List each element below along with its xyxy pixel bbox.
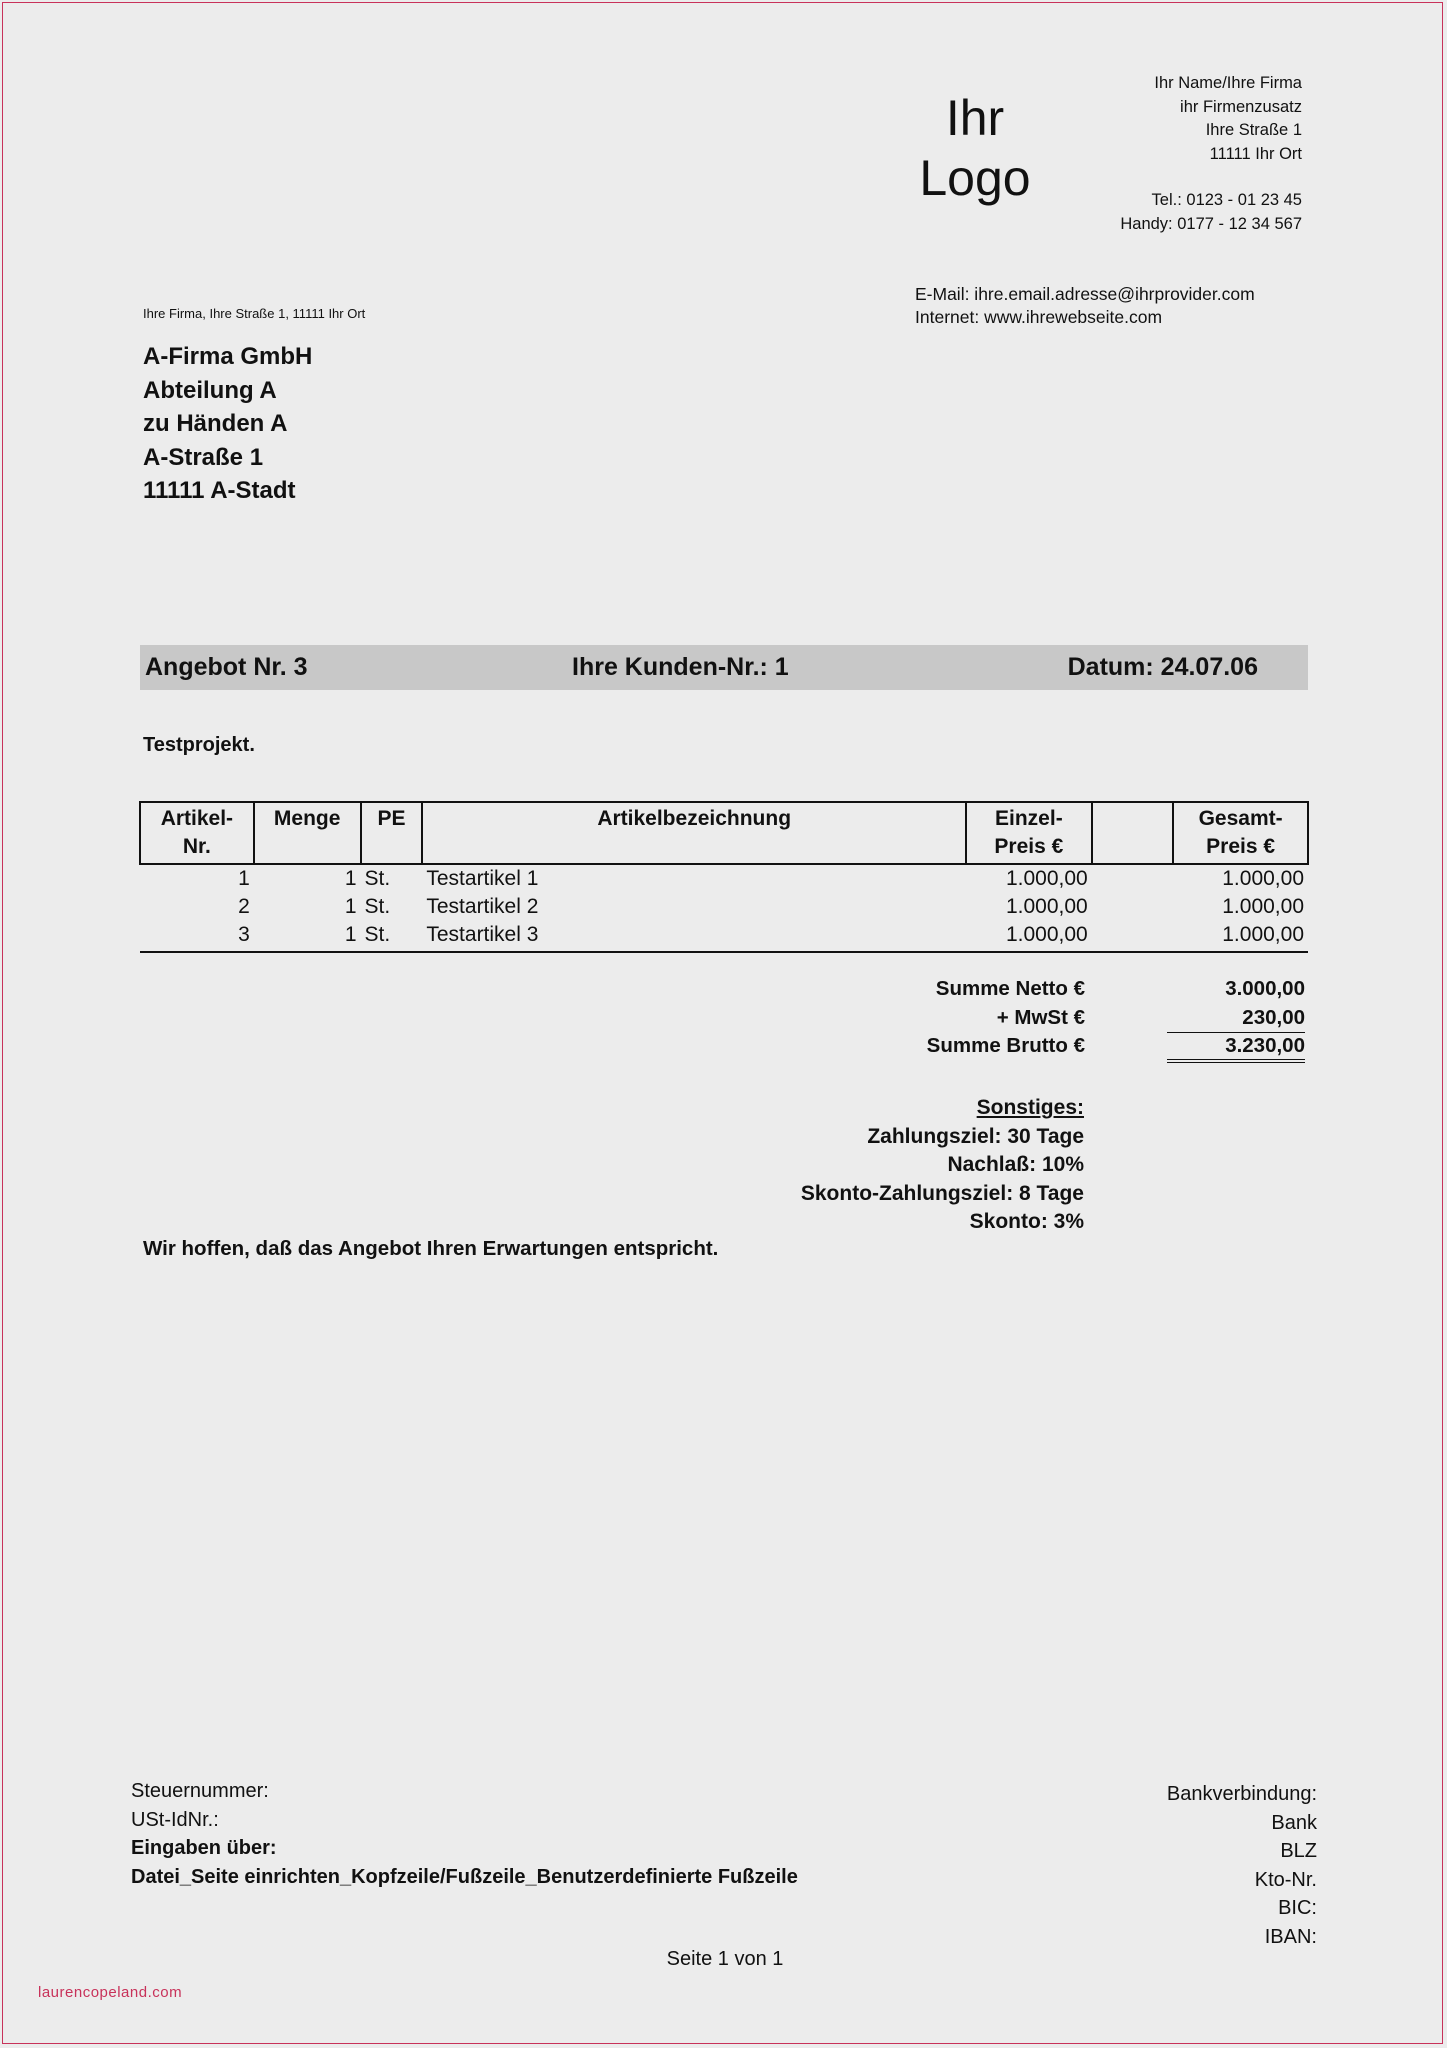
- cell-nr: 3: [140, 921, 254, 952]
- table-row: [140, 893, 1308, 921]
- logo-placeholder: [900, 88, 1050, 208]
- cell-pe: St.: [364, 895, 391, 918]
- cell-einzelpreis: 1.000,00: [966, 921, 1092, 952]
- recipient-company: A-Firma GmbH: [143, 343, 313, 370]
- recipient-attention: zu Händen A: [143, 410, 288, 437]
- cell-pe: St.: [364, 867, 391, 890]
- bank-bic: BIC:: [1278, 1897, 1317, 1919]
- cell-nr: 2: [238, 895, 250, 918]
- items-table: [139, 801, 1309, 953]
- logo-line-1: Ihr: [945, 90, 1005, 146]
- col-empty: [1092, 802, 1174, 864]
- bank-iban: IBAN:: [1264, 1925, 1317, 1948]
- sender-email: E-Mail: ihre.email.adresse@ihrprovider.com: [915, 284, 1255, 304]
- bank-name: Bank: [1271, 1811, 1317, 1834]
- sender-phone: Tel.: 0123 - 01 23 45: [1151, 191, 1302, 209]
- footer-input-hint: Eingaben über:: [131, 1837, 277, 1859]
- table-header-row: [140, 802, 1308, 864]
- customer-number: Ihre Kunden-Nr.: 1: [572, 653, 789, 681]
- sender-block: [1120, 72, 1302, 236]
- col-artikel-nr: Artikel- Nr.: [140, 802, 254, 864]
- return-address: Ihre Firma, Ihre Straße 1, 11111 Ihr Ort: [143, 306, 366, 321]
- offer-number: Angebot Nr. 3: [145, 653, 308, 681]
- footer-right: [1167, 1780, 1317, 1951]
- table-row: [140, 921, 1308, 952]
- cell-gesamtpreis: 1.000,00: [1222, 867, 1304, 890]
- totals-values: [1167, 975, 1305, 1063]
- col-gesamtpreis: Gesamt- Preis €: [1173, 802, 1308, 864]
- sender-street: Ihre Straße 1: [1205, 121, 1302, 139]
- footer-left: [131, 1777, 798, 1891]
- cell-einzelpreis: 1.000,00: [1005, 867, 1088, 890]
- col-menge: Menge: [254, 802, 361, 864]
- sender-city: 11111 Ihr Ort: [1209, 144, 1302, 163]
- project-title: Testprojekt.: [143, 734, 255, 756]
- col-bezeichnung: Artikelbezeichnung: [422, 802, 966, 864]
- cell-nr: 1: [238, 867, 250, 890]
- logo-line-2: Logo: [919, 150, 1031, 206]
- watermark: laurencopeland.com: [38, 1984, 183, 2001]
- tax-number: Steuernummer:: [131, 1780, 269, 1802]
- totals-labels: [927, 975, 1085, 1061]
- cell-bezeichnung: Testartikel 1: [426, 867, 539, 890]
- brutto-value: 3.230,00: [1167, 1032, 1305, 1063]
- brutto-label: Summe Brutto €: [926, 1034, 1085, 1057]
- payment-term: Zahlungsziel: 30 Tage: [867, 1124, 1084, 1148]
- misc-heading: Sonstiges:: [976, 1096, 1084, 1119]
- mwst-value: 230,00: [1242, 1005, 1305, 1029]
- cell-gesamtpreis: 1.000,00: [1173, 921, 1308, 952]
- bank-blz: BLZ: [1280, 1840, 1317, 1862]
- closing-text: Wir hoffen, daß das Angebot Ihren Erwartungen entspricht.: [143, 1237, 719, 1260]
- offer-date: Datum: 24.07.06: [1067, 653, 1258, 681]
- cell-menge: 1: [344, 895, 357, 918]
- sender-mobile: Handy: 0177 - 12 34 567: [1120, 214, 1302, 233]
- mwst-label: + MwSt €: [996, 1005, 1085, 1029]
- netto-value: 3.000,00: [1225, 977, 1305, 1000]
- cell-menge: 1: [254, 921, 361, 952]
- misc-terms: [801, 1094, 1084, 1237]
- sender-website: Internet: www.ihrewebseite.com: [915, 307, 1163, 327]
- cell-gesamtpreis: 1.000,00: [1222, 895, 1304, 918]
- cell-menge: 1: [344, 867, 357, 890]
- recipient-address: [143, 340, 312, 508]
- cell-bezeichnung: Testartikel 2: [426, 895, 539, 918]
- sender-addition: ihr Firmenzusatz: [1180, 97, 1302, 116]
- netto-label: Summe Netto €: [935, 977, 1085, 1000]
- offer-header-bar: [140, 645, 1308, 690]
- footer-input-path: Datei_Seite einrichten_Kopfzeile/Fußzeile_Benutzerdefinierte Fußzeile: [131, 1865, 798, 1888]
- recipient-city: 11111 A-Stadt: [143, 477, 296, 504]
- cell-bezeichnung: Testartikel 3: [422, 921, 966, 952]
- page-number: Seite 1 von 1: [666, 1948, 784, 1970]
- vat-id: USt-IdNr.:: [131, 1808, 219, 1831]
- bank-account: Kto-Nr.: [1254, 1868, 1317, 1891]
- discount: Nachlaß: 10%: [947, 1153, 1084, 1176]
- sender-name: Ihr Name/Ihre Firma: [1154, 74, 1302, 92]
- cash-discount-term: Skonto-Zahlungsziel: 8 Tage: [800, 1181, 1084, 1205]
- cell-pe: St.: [361, 921, 423, 952]
- col-einzelpreis: Einzel- Preis €: [966, 802, 1092, 864]
- col-pe: PE: [361, 802, 423, 864]
- recipient-street: A-Straße 1: [143, 443, 264, 471]
- cell-einzelpreis: 1.000,00: [1005, 895, 1088, 918]
- bank-heading: Bankverbindung:: [1166, 1783, 1317, 1805]
- cash-discount: Skonto: 3%: [969, 1210, 1084, 1233]
- sender-contact: [915, 283, 1255, 329]
- table-row: [140, 864, 1308, 893]
- recipient-department: Abteilung A: [143, 376, 277, 404]
